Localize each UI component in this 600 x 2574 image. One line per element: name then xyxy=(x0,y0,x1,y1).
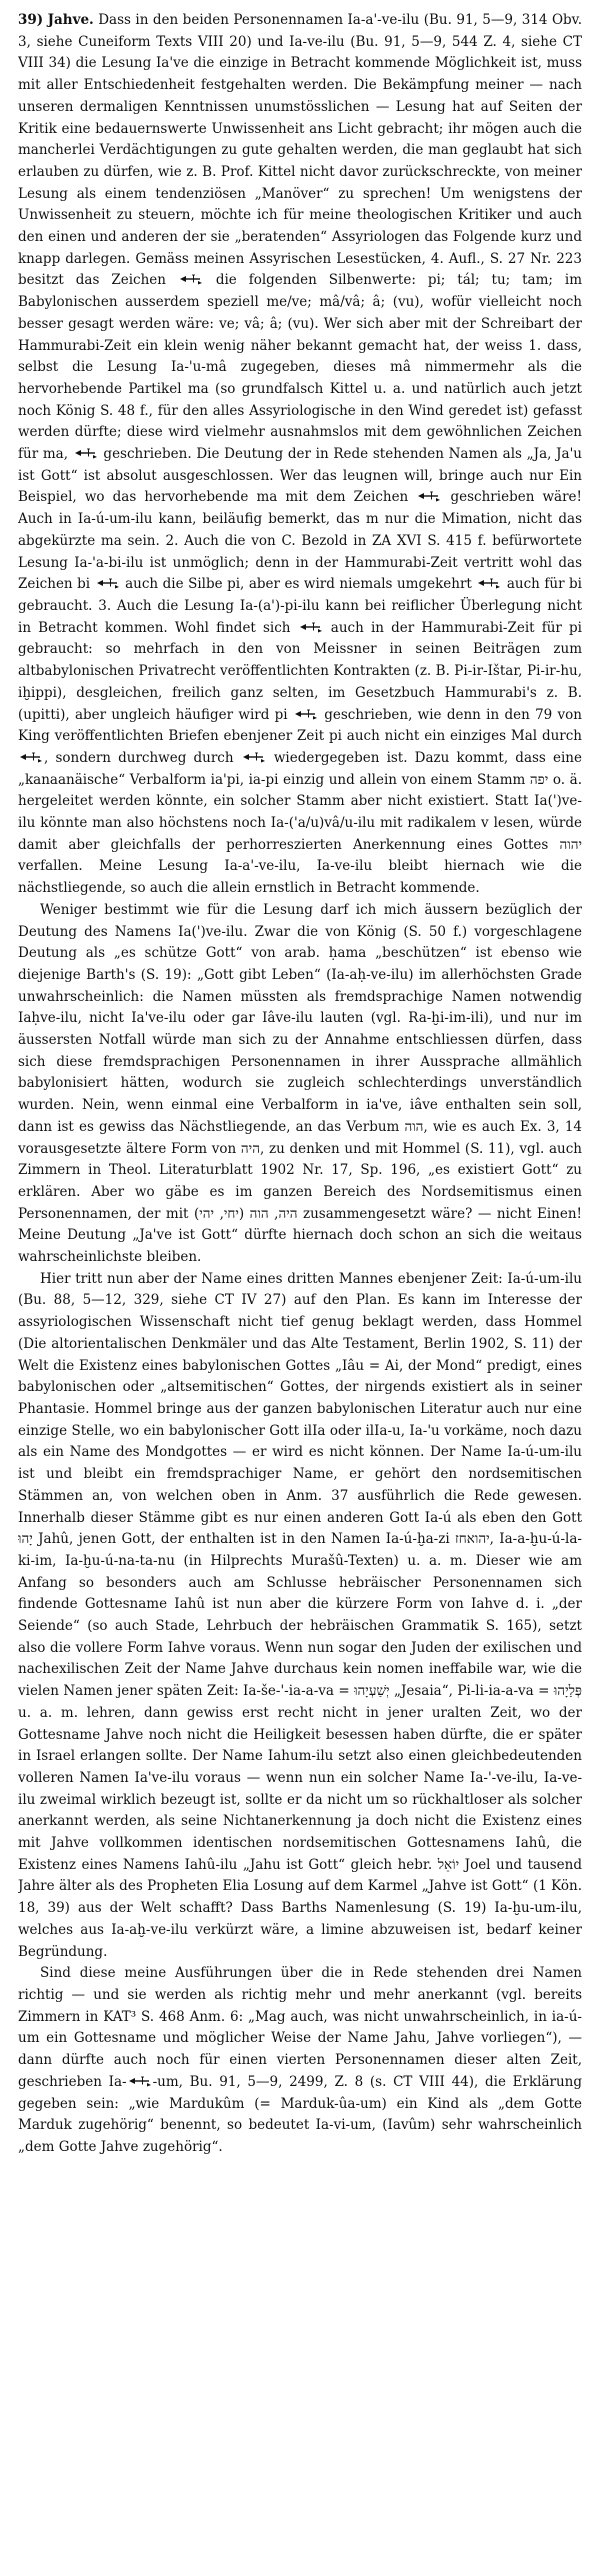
paragraph-2 xyxy=(18,900,582,1269)
section-block xyxy=(18,10,582,2159)
document-page xyxy=(18,10,582,2558)
cuneiform-sign-icon xyxy=(73,447,99,459)
paragraph-1 xyxy=(18,10,582,900)
paragraph-text: Weniger bestimmt wie für die Lesung darf ich mich äussern bezüglich der Deutung des Namens Ia(')ve-ilu. Zwar die von König (S. 50 f.) vorgeschlagene Deutung als „es schütze Gott“ von arab. ḥama „beschützen“ ist ebenso wie diejenige Barth's (S. 19): „Gott gibt Leben“ (Ia-aḥ-ve-ilu) im allerhöchsten Grade unwahrscheinlich: die Namen müssten als fremdsprachige Namen notwendig Iaḥve-ilu, nicht Ia've-ilu oder gar Iâve-ilu lauten (vgl. Ra-ḫi-im-ili), und nur im äussersten Notfall würde man sich zu der Annahme entschliessen dürfen, dass sich diese fremdsprachigen Personennamen in ihrer Aussprache allmählich babylonisiert hätten, wodurch sie zugleich schlechterdings unverständlich wurden. Nein, wenn einmal eine Verbalform in ia've, iâve enthalten sein soll, dann ist es gewiss das Nächstliegende, an das Verbum הוה, wie es auch Ex. 3, 14 vorausgesetzte ältere Form von היה, zu denken und mit Hommel (S. 11), vgl. auch Zimmern in Theol. Literaturblatt 1902 Nr. 17, Sp. 196, „es existiert Gott“ zu erklären. Aber wo gäbe es im ganzen Bereich des Nordsemitismus einen Personennamen, der mit היה, הוה (יחי, יהי) zusammengesetzt wäre? — nicht Einen! Meine Deutung „Ja've ist Gott“ dürfte hiernach doch schon an sich die weitaus wahrscheinlichste bleiben. xyxy=(18,901,582,1266)
paragraph-text: Dass in den beiden Personennamen Ia-a'-ve-ilu (Bu. 91, 5—9, 314 Obv. 3, siehe Cuneiform Texts VIII 20) und Ia-ve-ilu (Bu. 91, 5—9, 544 Z. 4, siehe CT VIII 34) die Lesung Ia've die einzige in Betracht kommende Möglichkeit ist, muss mit aller Entschiedenheit festgehalten werden. Die Bekämpfung meiner — nach unseren dermaligen Kenntnissen unumstösslichen — Lesung hat auf Seiten der Kritik eine bedauernswerte Unwissenheit ans Licht gebracht; ihr mögen auch die mancherlei Verdächtigungen zu gute gehalten werden, die man geglaubt hat sich erlauben zu dürfen, wie z. B. Prof. Kittel nicht davor zurückschreckte, von meiner Lesung als einem tendenziösen „Manöver“ zu sprechen! Um wenigstens der Unwissenheit zu steuern, möchte ich für meine theologischen Kritiker und auch den einen und anderen der sie „beratenden“ Assyriologen das Folgende kurz und knapp darlegen. Gemäss meinen Assyrischen Lesestücken, 4. Aufl., S. 27 Nr. 223 besitzt das Zeichen die folgenden Silbenwerte: pi; tál; tu; tam; im Babylonischen ausserdem speziell me/ve; mâ/vâ; â; (vu), wofür vielleicht noch besser gesagt werden wäre: ve; vâ; â; (vu). Wer sich aber mit der Schreibart der Hammurabi-Zeit ein klein wenig näher bekannt gemacht hat, der weiss 1. dass, selbst die Lesung Ia-'u-mâ zugegeben, dieses mâ nimmermehr als die hervorhebende Partikel ma (so grundfalsch Kittel u. a. und natürlich auch jetzt noch König S. 48 f., für den alles Assyriologische in den Wind geredet ist) gefasst werden dürfte; diese wird vielmehr ausnahmslos mit dem gewöhnlichen Zeichen für ma, geschrieben. Die Deutung der in Rede stehenden Namen als „Ja, Ja'u ist Gott“ ist absolut ausgeschlossen. Wer das leugnen will, bringe auch nur Ein Beispiel, wo das hervorhebende ma mit dem Zeichen geschrieben wäre! Auch in Ia-ú-um-ilu kann, beiläufig bemerkt, das m nur die Mimation, nicht das abgekürzte ma sein. 2. Auch die von C. Bezold in ZA XVI S. 415 f. befürwortete Lesung Ia-'a-bi-ilu ist unmöglich; denn in der Hammurabi-Zeit vertritt wohl das Zeichen bi auch die Silbe pi, aber es wird niemals umgekehrt auch für bi gebraucht. 3. Auch die Lesung Ia-(a')-pi-ilu kann bei reiflicher Überlegung nicht in Betracht kommen. Wohl findet sich auch in der Hammurabi-Zeit für pi gebraucht: so mehrfach in den von Meissner in seinen Beiträgen zum altbabylonischen Privatrecht veröffentlichten Kontrakten (z. B. Pi-ir-Ištar, Pi-ir-hu, iḫippi), desgleichen, freilich ganz selten, im Gesetzbuch Hammurabi's z. B. (upitti), aber ungleich häufiger wird pi geschrieben, wie denn in den 79 von King veröffentlichten Briefen ebenjener Zeit pi auch nicht ein einziges Mal durch , sondern durchweg durch wiedergegeben ist. Dazu kommt, dass eine „kanaanäische“ Verbalform ia'pi, ia-pi einzig und allein von einem Stamm יפה o. ä. hergeleitet werden könnte, ein solcher Stamm aber nicht existiert. Statt Ia(')ve-ilu könnte man also höchstens noch Ia-('a/u)vâ/u-ilu mit radikalem v lesen, würde damit aber gleichfalls der perhorreszierten Anerkennung eines Gottes יהוה verfallen. Meine Lesung Ia-a'-ve-ilu, Ia-ve-ilu bleibt hiernach wie die nächstliegende, so auch die allein ernstlich in Betracht kommende. xyxy=(18,12,582,897)
paragraph-text: Sind diese meine Ausführungen über die in Rede stehenden drei Namen richtig — und sie werden als richtig mehr und mehr anerkannt (vgl. bereits Zimmern in KAT³ S. 468 Anm. 6: „Mag auch, was nicht unwahrscheinlich, in ia-ú-um ein Gottesname und möglicher Weise der Name Jahu, Jahve vorliegen“), — dann dürfte auch noch für einen vierten Personennamen dieser alten Zeit, geschrieben Ia- -um, Bu. 91, 5—9, 2499, Z. 8 (s. CT VIII 44), die Erklärung gegeben sein: „wie Mardukûm (= Marduk-ûa-um) ein Kind als „dem Gotte Marduk zugehörig“ benennt, so bedeutet Ia-vi-um, (Iavûm) sehr wahrscheinlich „dem Gotte Jahve zugehörig“. xyxy=(18,1965,582,2155)
cuneiform-sign-icon xyxy=(127,2075,153,2087)
cuneiform-sign-icon xyxy=(95,577,121,589)
cuneiform-sign-icon xyxy=(178,273,204,285)
section-number: 39) xyxy=(18,12,44,28)
paragraph-3 xyxy=(18,1269,582,1964)
cuneiform-sign-icon xyxy=(293,708,319,720)
cuneiform-sign-icon xyxy=(298,621,324,633)
cuneiform-sign-icon xyxy=(416,490,442,502)
section-title: Jahve. xyxy=(47,12,94,28)
cuneiform-sign-icon xyxy=(18,751,44,763)
paragraph-text: Hier tritt nun aber der Name eines dritten Mannes ebenjener Zeit: Ia-ú-um-ilu (Bu. 88, 5—12, 329, siehe CT IV 27) auf den Plan. Es kann im Interesse der assyriologischen Wissenschaft nicht tief genug beklagt werden, dass Hommel (Die altorientalischen Denkmäler und das Alte Testament, Berlin 1902, S. 11) der Welt die Existenz eines babylonischen Gottes „Iâu = Ai, der Mond“ predigt, eines babylonischen oder „altsemitischen“ Gottes, der nirgends existiert als in seiner Phantasie. Hommel bringe aus der ganzen babylonischen Literatur auch nur eine einzige Stelle, wo ein babylonischer Gott ilIa oder ilIa-u, Ia-'u vorkäme, noch dazu als ein Name des Mondgottes — er wird es nicht können. Der Name Ia-ú-um-ilu ist und bleibt ein fremdsprachiger Name, er gehört den nordsemitischen Stämmen an, von welchen oben in Anm. 37 ausführlich die Rede gewesen. Innerhalb dieser Stämme gibt es nur einen anderen Gott Ia-ú als eben den Gott יָהוּ Jahû, jenen Gott, der enthalten ist in den Namen Ia-ú-ḫa-zi יהואחז, Ia-a-ḫu-ú-la-ki-im, Ia-ḫu-ú-na-ta-nu (in Hilprechts Murašû-Texten) u. a. m. Dieser wie am Anfang so besonders auch am Schlusse hebräischer Personennamen sich findende Gottesname Iahû ist nun aber die kürzere Form von Iahve d. i. „der Seiende“ (so auch Stade, Lehrbuch der hebräischen Grammatik S. 165), setzt also die vollere Form Iahve voraus. Wenn nun sogar den Juden der exilischen und nachexilischen Zeit der Name Jahve durchaus kein nomen ineffabile war, wie die vielen Namen jener späten Zeit: Ia-še-'-ia-a-va = יְשַׁעְיָהוּ „Jesaia“, Pi-li-ia-a-va = פְּלַיָהוּ u. a. m. lehren, dann gewiss erst recht nicht in jener uralten Zeit, wo der Gottesname Jahve noch nicht die Heiligkeit besessen haben dürfte, die er später in Israel erlangen sollte. Der Name Iahum-ilu setzt also einen gleichbedeutenden volleren Namen Ia've-ilu voraus — wenn nun ein solcher Name Ia-'-ve-ilu, Ia-ve-ilu zweimal wirklich bezeugt ist, sollte er da nicht um so rückhaltloser als solcher anerkannt werden, als seine Nichtanerkennung ja doch nicht die Existenz eines mit Jahve vollkommen identischen nordsemitischen Gottesnamens Iahû, die Existenz eines Namens Iahû-ilu „Jahu ist Gott“ gleich hebr. יוֹאֵל Joel und tausend Jahre älter als des Propheten Elia Losung auf dem Karmel „Jahve ist Gott“ (1 Kön. 18, 39) aus der Welt schafft? Dass Barths Namenlesung (S. 19) Ia-ḫu-um-ilu, welches aus Ia-aḫ-ve-ilu verkürzt wäre, a limine abzuweisen ist, bedarf keiner Begründung. xyxy=(18,1270,582,1960)
cuneiform-sign-icon xyxy=(476,577,502,589)
cuneiform-sign-icon xyxy=(241,751,267,763)
paragraph-4 xyxy=(18,1963,582,2158)
